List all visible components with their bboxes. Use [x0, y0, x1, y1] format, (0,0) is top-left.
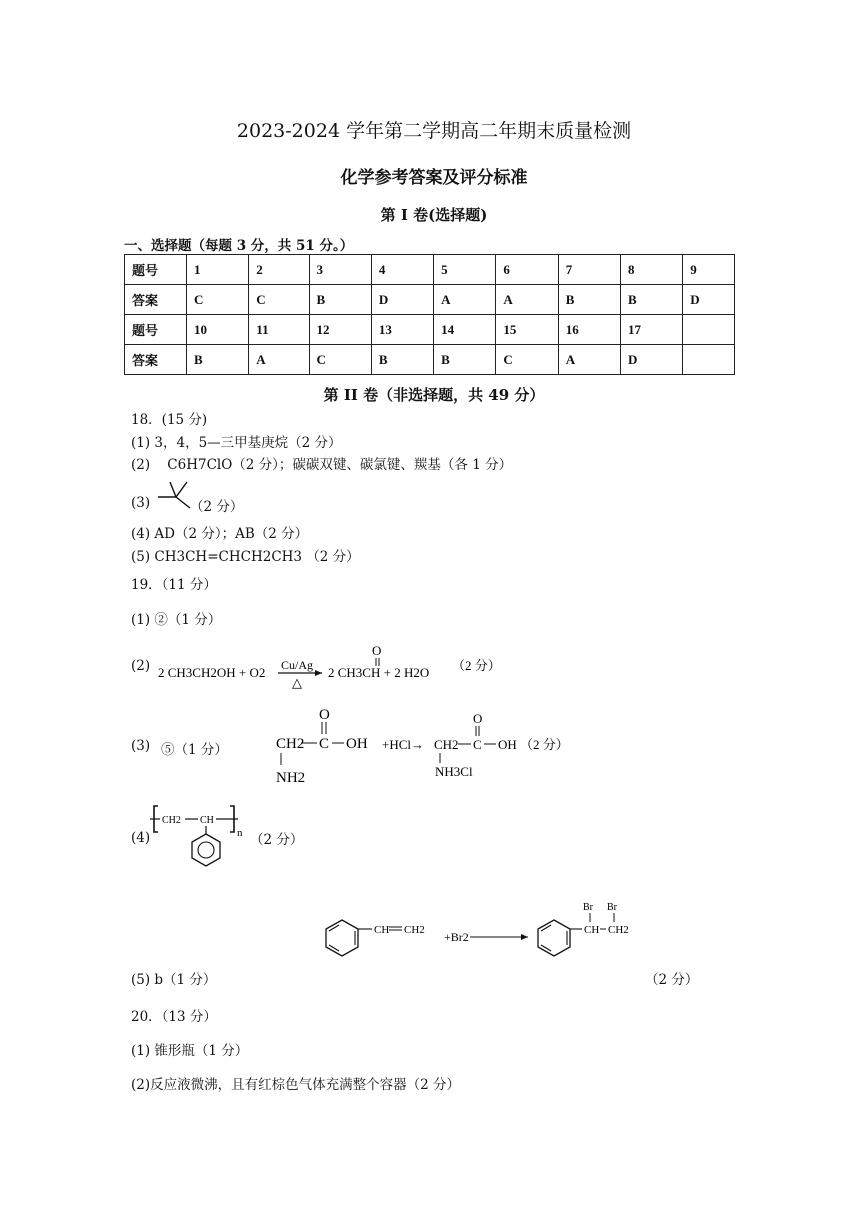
ammonium-chloride-group: NH3Cl [435, 764, 473, 779]
table-cell: A [249, 345, 309, 375]
q20-answer-1: (1) 锥形瓶（1 分） [131, 1043, 249, 1059]
q18-title: 18．(15 分) [131, 412, 208, 428]
table-cell: 10 [187, 315, 249, 345]
table-cell: 13 [371, 315, 433, 345]
table-cell: A [434, 285, 496, 315]
q19-answer-3-score: （2 分） [520, 737, 569, 752]
table-row [125, 345, 735, 375]
products: 2 CH3CH + 2 H2O [328, 665, 430, 680]
repeat-n: n [237, 827, 243, 839]
table-cell: D [621, 345, 683, 375]
table-cell: 6 [496, 255, 558, 285]
heat-symbol: △ [292, 675, 302, 690]
carboxyl-c-2: C [473, 737, 482, 752]
table-cell: 4 [371, 255, 433, 285]
ch2-group: CH2 [276, 736, 305, 752]
q19-answer-3-label: (3) [131, 738, 151, 754]
table-cell: C [249, 285, 309, 315]
table-cell: 14 [434, 315, 496, 345]
q19-title: 19．（11 分） [131, 577, 217, 593]
amino-group: NH2 [276, 770, 306, 786]
table-cell [683, 345, 735, 375]
table-cell: B [371, 345, 433, 375]
table-cell: B [558, 285, 620, 315]
q18-answer-3-label: (3) [131, 495, 151, 511]
product-ch2: CH2 [608, 924, 629, 936]
q20-answer-2: (2)反应液微沸，且有红棕色气体充满整个容器（2 分） [131, 1077, 461, 1093]
table-cell: 2 [249, 255, 309, 285]
table-cell: B [434, 345, 496, 375]
hydroxyl: OH [346, 736, 368, 752]
table-cell: 16 [558, 315, 620, 345]
table-cell: 8 [621, 255, 683, 285]
vinyl-ch: CH [374, 924, 390, 936]
q18-answer-5: (5) CH3CH=CHCH2CH3 （2 分） [131, 549, 360, 565]
catalyst: Cu/Ag [281, 658, 314, 672]
carboxyl-o: O [319, 707, 330, 723]
table-cell: 9 [683, 255, 735, 285]
q18-answer-2: (2) C6H7ClO（2 分）；碳碳双键、碳氯键、羰基（各 1 分） [131, 457, 513, 473]
bromine-reagent: +Br2 [444, 930, 469, 944]
table-cell: 7 [558, 255, 620, 285]
table-cell: A [496, 285, 558, 315]
table-cell: 17 [621, 315, 683, 345]
q19-answer-3-mark: ⑤（1 分） [161, 742, 228, 758]
q18-answer-3-score: （2 分） [190, 499, 244, 515]
benzene-ring [192, 834, 220, 866]
arrow-head [315, 670, 322, 676]
hcl-arrow: +HCl→ [382, 737, 425, 752]
vinyl-ch2: CH2 [404, 924, 425, 936]
table-cell: 15 [496, 315, 558, 345]
circled-mark: ② [154, 612, 168, 628]
table-cell: D [683, 285, 735, 315]
mc-heading: 一、选择题（每题 3 分，共 51 分。） [124, 238, 354, 254]
part2-heading: 第 II 卷（非选择题，共 49 分） [323, 386, 545, 404]
table-cell: 12 [309, 315, 371, 345]
q19-answer-1: (1) ②（1 分） [131, 612, 222, 628]
table-cell: A [558, 345, 620, 375]
page-subtitle: 化学参考答案及评分标准 [340, 168, 528, 188]
table-cell: 3 [309, 255, 371, 285]
q18-answer-4: (4) AD（2 分）；AB（2 分） [131, 526, 309, 542]
table-row [125, 255, 735, 285]
table-cell: C [187, 285, 249, 315]
benzene-ring [326, 920, 358, 956]
page-title: 2023-2024 学年第二学期高二年期末质量检测 [236, 120, 632, 142]
q19-reaction-5 [320, 898, 650, 962]
table-cell: 1 [187, 255, 249, 285]
product-ch: CH [584, 924, 600, 936]
answer-table [124, 254, 735, 375]
hydroxyl-2: OH [498, 737, 517, 752]
ch2-unit: CH2 [162, 815, 181, 826]
q19-answer-5-score: （2 分） [645, 972, 699, 988]
table-cell: 11 [249, 315, 309, 345]
reactants: 2 CH3CH2OH + O2 [158, 665, 266, 680]
table-cell: C [309, 345, 371, 375]
table-cell: C [496, 345, 558, 375]
q19-answer-2-score: （2 分） [452, 658, 501, 673]
table-cell: B [187, 345, 249, 375]
bromine-atom-2: Br [607, 902, 617, 913]
carboxyl-c: C [319, 736, 330, 752]
q19-answer-2-label: (2) [131, 658, 151, 674]
formula: C6H7ClO [167, 457, 233, 473]
row-label: 题号 [125, 255, 187, 285]
q19-answer-5-label: (5) b（1 分） [131, 972, 217, 988]
bromine-atom-1: Br [583, 902, 593, 913]
table-cell: 5 [434, 255, 496, 285]
table-cell: B [621, 285, 683, 315]
table-cell: B [309, 285, 371, 315]
row-label: 题号 [125, 315, 187, 345]
ch2-group-2: CH2 [434, 737, 459, 752]
q19-reaction-2 [150, 640, 520, 690]
row-label: 答案 [125, 345, 187, 375]
row-label: 答案 [125, 285, 187, 315]
carboxyl-o-2: O [473, 711, 483, 726]
benzene-ring-2 [538, 920, 570, 956]
part1-heading: 第 I 卷(选择题) [380, 206, 488, 224]
ch-unit: CH [200, 815, 214, 826]
table-row [125, 315, 735, 345]
table-row [125, 285, 735, 315]
carbonyl-o: O [372, 643, 382, 658]
q19-answer-4-label: (4) [131, 830, 151, 846]
q20-title: 20．（13 分） [131, 1009, 217, 1025]
q19-answer-4-score: （2 分） [250, 832, 304, 848]
table-cell [683, 315, 735, 345]
q18-answer-1: (1) 3，4，5—三甲基庚烷（2 分） [131, 435, 342, 451]
q19-reaction-3 [270, 702, 590, 792]
table-cell: D [371, 285, 433, 315]
